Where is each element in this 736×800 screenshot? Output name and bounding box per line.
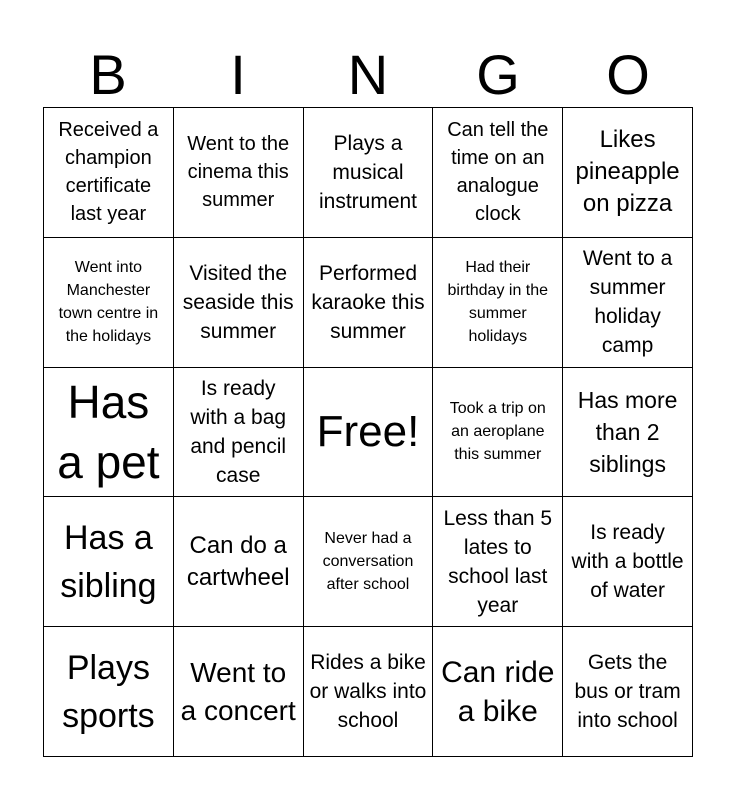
bingo-cell-r3-c1[interactable] bbox=[44, 368, 174, 498]
cell-text: Went to a summer holiday camp bbox=[582, 247, 673, 358]
header-letter-o: O bbox=[606, 43, 650, 106]
cell-text: Free! bbox=[316, 406, 420, 456]
bingo-cell-r1-c3[interactable] bbox=[304, 108, 434, 238]
cell-text: Likes pineapple on pizza bbox=[575, 126, 680, 218]
bingo-cell-r5-c2[interactable] bbox=[174, 627, 304, 757]
cell-text: Took a trip on an aeroplane this summer bbox=[449, 400, 546, 464]
bingo-cell-r1-c1[interactable] bbox=[44, 108, 174, 238]
cell-text: Has a sibling bbox=[60, 518, 157, 605]
bingo-cell-r4-c4[interactable] bbox=[433, 497, 563, 627]
bingo-cell-r2-c5[interactable] bbox=[563, 238, 693, 368]
bingo-cell-r5-c5[interactable] bbox=[563, 627, 693, 757]
bingo-cell-r4-c1[interactable] bbox=[44, 497, 174, 627]
cell-text: Had their birthday in the summer holidays bbox=[447, 259, 549, 346]
bingo-cell-r5-c3[interactable] bbox=[304, 627, 434, 757]
bingo-cell-r2-c2[interactable] bbox=[174, 238, 304, 368]
cell-text: Received a champion certificate last year bbox=[58, 119, 159, 226]
bingo-cell-r4-c3[interactable] bbox=[304, 497, 434, 627]
bingo-cell-r2-c3[interactable] bbox=[304, 238, 434, 368]
bingo-cell-r5-c1[interactable] bbox=[44, 627, 174, 757]
bingo-cell-r1-c4[interactable] bbox=[433, 108, 563, 238]
cell-text: Rides a bike or walks into school bbox=[309, 651, 427, 733]
bingo-header bbox=[43, 44, 693, 106]
cell-text: Visited the seaside this summer bbox=[182, 261, 294, 343]
cell-text: Never had a conversation after school bbox=[322, 530, 414, 594]
cell-text: Went to the cinema this summer bbox=[187, 133, 290, 212]
cell-text: Can ride a bike bbox=[441, 655, 555, 728]
bingo-cell-r5-c4[interactable] bbox=[433, 627, 563, 757]
bingo-cell-r4-c5[interactable] bbox=[563, 497, 693, 627]
bingo-cell-free[interactable] bbox=[304, 368, 434, 498]
bingo-cell-r1-c5[interactable] bbox=[563, 108, 693, 238]
bingo-grid bbox=[43, 107, 693, 757]
bingo-cell-r4-c2[interactable] bbox=[174, 497, 304, 627]
cell-text: Less than 5 lates to school last year bbox=[443, 506, 553, 617]
header-letter-n: N bbox=[347, 43, 389, 106]
header-letter-b: B bbox=[89, 43, 127, 106]
header-letter-g: G bbox=[476, 43, 520, 106]
header-letter-i: I bbox=[230, 43, 246, 106]
cell-text: Plays sports bbox=[62, 648, 155, 735]
cell-text: Can do a cartwheel bbox=[186, 531, 290, 591]
cell-text: Has a pet bbox=[57, 375, 160, 488]
cell-text: Went into Manchester town centre in the holidays bbox=[58, 259, 159, 346]
cell-text: Went to a concert bbox=[180, 656, 296, 726]
cell-text: Has more than 2 siblings bbox=[577, 386, 678, 477]
cell-text: Performed karaoke this summer bbox=[311, 261, 425, 343]
bingo-cell-r2-c4[interactable] bbox=[433, 238, 563, 368]
cell-text: Plays a musical instrument bbox=[318, 131, 418, 213]
cell-text: Is ready with a bottle of water bbox=[571, 521, 684, 603]
cell-text: Is ready with a bag and pencil case bbox=[190, 376, 287, 487]
bingo-cell-r2-c1[interactable] bbox=[44, 238, 174, 368]
cell-text: Can tell the time on an analogue clock bbox=[447, 119, 549, 226]
bingo-cell-r3-c5[interactable] bbox=[563, 368, 693, 498]
cell-text: Gets the bus or tram into school bbox=[574, 651, 681, 733]
bingo-cell-r3-c4[interactable] bbox=[433, 368, 563, 498]
bingo-cell-r3-c2[interactable] bbox=[174, 368, 304, 498]
bingo-cell-r1-c2[interactable] bbox=[174, 108, 304, 238]
